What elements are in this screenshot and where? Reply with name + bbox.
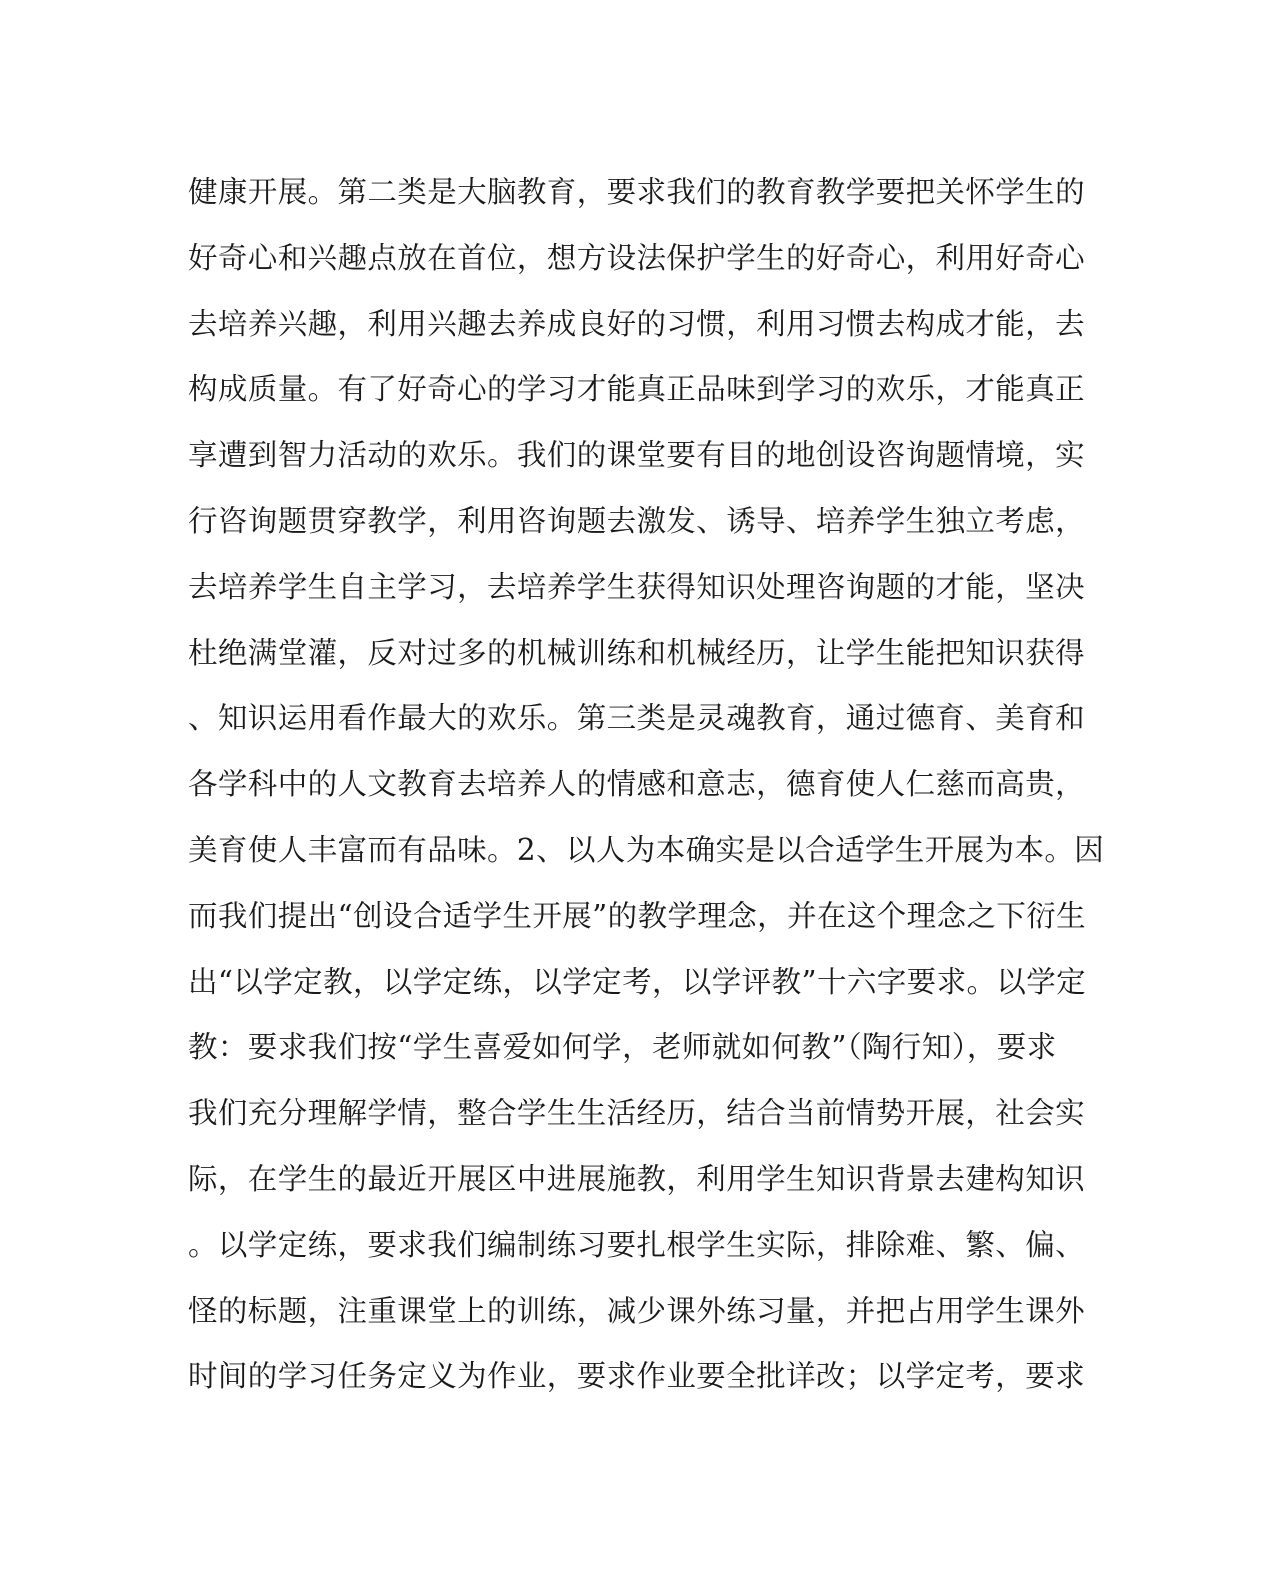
text-line: 、知识运用看作最大的欢乐。第三类是灵魂教育，通过德育、美育和 <box>188 701 1086 736</box>
text-line: 际，在学生的最近开展区中进展施教，利用学生知识背景去建构知识 <box>188 1161 1086 1196</box>
text-line: 好奇心和兴趣点放在首位，想方设法保护学生的好奇心，利用好奇心 <box>188 240 1086 275</box>
text-line: 杜绝满堂灌，反对过多的机械训练和机械经历，让学生能把知识获得 <box>188 635 1086 670</box>
text-line: 而我们提出“创设合适学生开展”的教学理念，并在这个理念之下衍生 <box>188 898 1087 933</box>
text-line: 美育使人丰富而有品味。2、以人为本确实是以合适学生开展为本。因 <box>188 832 1105 867</box>
text-line: 各学科中的人文教育去培养人的情感和意志，德育使人仁慈而高贵， <box>188 767 1086 802</box>
text-line: 构成质量。有了好奇心的学习才能真正品味到学习的欢乐，才能真正 <box>188 372 1086 407</box>
text-line: 我们充分理解学情，整合学生生活经历，结合当前情势开展，社会实 <box>188 1096 1086 1131</box>
text-line: 。以学定练，要求我们编制练习要扎根学生实际，排除难、繁、偏、 <box>188 1227 1086 1262</box>
text-line: 时间的学习任务定义为作业，要求作业要全批详改；以学定考，要求 <box>188 1359 1086 1394</box>
text-line: 出“以学定教，以学定练，以学定考，以学评教”十六字要求。以学定 <box>188 964 1087 999</box>
body-text <box>188 160 1105 1410</box>
text-line: 怪的标题，注重课堂上的训练，减少课外练习量，并把占用学生课外 <box>188 1293 1086 1328</box>
text-line: 去培养兴趣，利用兴趣去养成良好的习惯，利用习惯去构成才能，去 <box>188 306 1086 341</box>
text-line: 教：要求我们按“学生喜爱如何学，老师就如何教”（陶行知），要求 <box>188 1030 1057 1065</box>
text-line: 健康开展。第二类是大脑教育，要求我们的教育教学要把关怀学生的 <box>188 175 1086 209</box>
text-line: 去培养学生自主学习，去培养学生获得知识处理咨询题的才能，坚决 <box>188 569 1086 604</box>
text-line: 行咨询题贯穿教学，利用咨询题去激发、诱导、培养学生独立考虑， <box>188 503 1086 538</box>
text-line: 享遭到智力活动的欢乐。我们的课堂要有目的地创设咨询题情境，实 <box>188 438 1086 473</box>
